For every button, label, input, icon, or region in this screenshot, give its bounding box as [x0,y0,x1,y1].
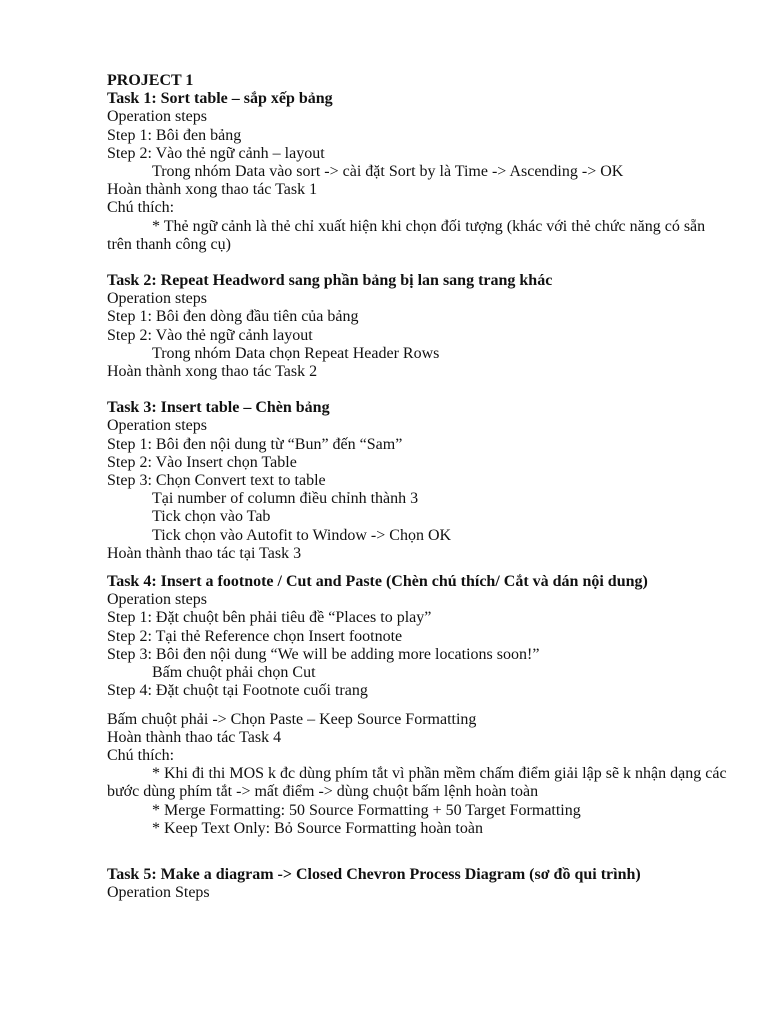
task1-heading: Task 1: Sort table – sắp xếp bảng [107,90,333,108]
task1-step2: Step 2: Vào thẻ ngữ cảnh – layout [107,144,325,162]
task4-step2: Step 2: Tại thẻ Reference chọn Insert footnote [107,627,403,645]
task3-operation: Operation steps [107,417,207,435]
task3-step3-detail1: Tại number of column điều chỉnh thành 3 [152,490,419,508]
task1-step1: Step 1: Bôi đen bảng [107,126,242,144]
task2-step2-detail: Trong nhóm Data chọn Repeat Header Rows [152,344,440,362]
task5-heading: Task 5: Make a diagram -> Closed Chevron Process Diagram (sơ đồ qui trình) [107,865,641,883]
task4-step3: Step 3: Bôi đen nội dung “We will be adding more locations soon!” [107,645,540,663]
task2-step1: Step 1: Bôi đen dòng đầu tiên của bảng [107,308,359,326]
task4-note2: * Merge Formatting: 50 Source Formatting + 50 Target Formatting [152,801,581,819]
task4-operation: Operation steps [107,591,207,609]
task4-note1: * Khi đi thi MOS k đc dùng phím tắt vì phần mềm chấm điểm giải lập sẽ k nhận dạng các bước dùng phím tắt -> mất điểm -> dùng chuột bấm lệnh hoàn toàn [107,765,727,801]
task3-complete: Hoàn thành thao tác tại Task 3 [107,544,302,562]
task3-step3-detail3: Tick chọn vào Autofit to Window -> Chọn OK [152,526,452,544]
task4-note3: * Keep Text Only: Bỏ Source Formatting hoàn toàn [152,819,483,837]
task4-paste: Bấm chuột phải -> Chọn Paste – Keep Source Formatting [107,710,477,728]
task4-complete: Hoàn thành thao tác Task 4 [107,728,282,746]
task4-section [107,573,727,838]
task3-heading: Task 3: Insert table – Chèn bảng [107,399,330,417]
task1-note-text: * Thẻ ngữ cảnh là thẻ chỉ xuất hiện khi chọn đối tượng (khác với thẻ chức năng có sẵn trên thanh công cụ) [107,217,706,253]
task1-note-label: Chú thích: [107,199,175,217]
task2-operation: Operation steps [107,290,207,308]
task5-section [107,866,727,902]
task4-heading: Task 4: Insert a footnote / Cut and Paste (Chèn chú thích/ Cắt và dán nội dung) [107,573,648,591]
task3-step1: Step 1: Bôi đen nội dung từ “Bun” đến “Sam” [107,435,403,453]
task1-operation: Operation steps [107,108,207,126]
task5-operation: Operation Steps [107,884,210,902]
task2-heading: Task 2: Repeat Headword sang phần bảng bị lan sang trang khác [107,272,553,290]
task1-step2-detail: Trong nhóm Data vào sort -> cài đặt Sort by là Time -> Ascending -> OK [152,163,624,181]
task3-step2: Step 2: Vào Insert chọn Table [107,453,297,471]
task4-step3-detail: Bấm chuột phải chọn Cut [152,664,316,682]
task1-section [107,90,727,254]
task3-step3-detail2: Tick chọn vào Tab [152,508,271,526]
task2-step2: Step 2: Vào thẻ ngữ cảnh layout [107,326,313,344]
task3-step3: Step 3: Chọn Convert text to table [107,472,326,490]
task1-complete: Hoàn thành xong thao tác Task 1 [107,181,318,199]
task2-complete: Hoàn thành xong thao tác Task 2 [107,363,318,381]
project-title: PROJECT 1 [107,72,194,89]
document-page [107,72,727,902]
task3-section [107,399,727,563]
task4-note-label: Chú thích: [107,746,175,764]
task4-step1: Step 1: Đặt chuột bên phải tiêu đề “Places to play” [107,609,432,627]
task4-step4: Step 4: Đặt chuột tại Footnote cuối trang [107,682,368,700]
task2-section [107,272,727,381]
